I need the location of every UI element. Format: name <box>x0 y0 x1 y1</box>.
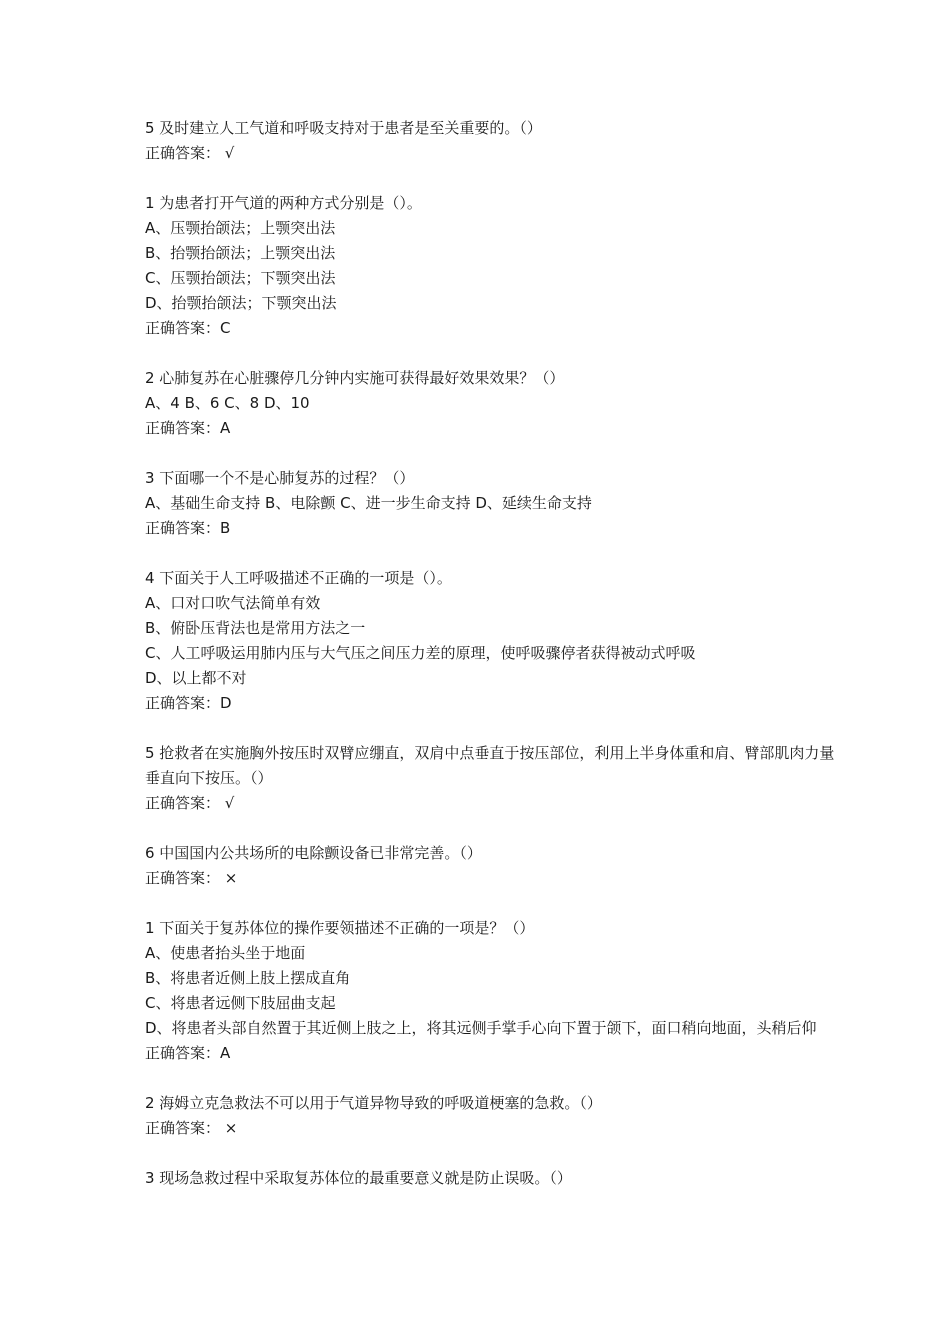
correct-answer: 正确答案：A <box>145 1044 231 1062</box>
question-block <box>145 841 835 891</box>
question-stem: 2 海姆立克急救法不可以用于气道异物导致的呼吸道梗塞的急救。（） <box>145 1094 602 1112</box>
answer-option: D、以上都不对 <box>145 669 247 687</box>
question-block <box>145 916 835 1066</box>
question-block <box>145 1166 835 1191</box>
document-body <box>145 116 835 1216</box>
answer-option: A、口对口吹气法简单有效 <box>145 594 321 612</box>
question-block <box>145 116 835 166</box>
answer-option: A、压颚抬颌法；上颚突出法 <box>145 219 336 237</box>
question-stem: 3 现场急救过程中采取复苏体位的最重要意义就是防止误吸。（） <box>145 1169 572 1187</box>
question-block <box>145 366 835 441</box>
question-stem: 2 心肺复苏在心脏骤停几分钟内实施可获得最好效果效果？（） <box>145 369 565 387</box>
correct-answer: 正确答案： × <box>145 1119 238 1137</box>
answer-option: B、抬颚抬颌法；上颚突出法 <box>145 244 336 262</box>
answer-option: D、将患者头部自然置于其近侧上肢之上，将其远侧手掌手心向下置于颌下，面口稍向地面，头稍后仰 <box>145 1019 817 1037</box>
question-block <box>145 1091 835 1141</box>
question-stem: 3 下面哪一个不是心肺复苏的过程？（） <box>145 469 415 487</box>
answer-option: C、人工呼吸运用肺内压与大气压之间压力差的原理，使呼吸骤停者获得被动式呼吸 <box>145 644 696 662</box>
question-stem: 5 及时建立人工气道和呼吸支持对于患者是至关重要的。（） <box>145 119 542 137</box>
correct-answer: 正确答案： × <box>145 869 238 887</box>
answer-option: A、使患者抬头坐于地面 <box>145 944 306 962</box>
question-block <box>145 741 835 816</box>
answer-option: C、将患者远侧下肢屈曲支起 <box>145 994 336 1012</box>
correct-answer: 正确答案： √ <box>145 144 235 162</box>
answer-option: B、将患者近侧上肢上摆成直角 <box>145 969 351 987</box>
question-stem: 5 抢救者在实施胸外按压时双臂应绷直，双肩中点垂直于按压部位，利用上半身体重和肩、臂部肌肉力量垂直向下按压。（） <box>145 744 835 787</box>
correct-answer: 正确答案：C <box>145 319 231 337</box>
answer-option: C、压颚抬颌法；下颚突出法 <box>145 269 336 287</box>
question-block <box>145 191 835 341</box>
question-stem: 1 下面关于复苏体位的操作要领描述不正确的一项是？（） <box>145 919 535 937</box>
answer-option: D、抬颚抬颌法；下颚突出法 <box>145 294 337 312</box>
correct-answer: 正确答案：D <box>145 694 232 712</box>
answer-option: A、基础生命支持 B、电除颤 C、进一步生命支持 D、延续生命支持 <box>145 494 592 512</box>
correct-answer: 正确答案：B <box>145 519 231 537</box>
correct-answer: 正确答案：A <box>145 419 231 437</box>
question-stem: 1 为患者打开气道的两种方式分别是（）。 <box>145 194 422 212</box>
answer-option: B、俯卧压背法也是常用方法之一 <box>145 619 366 637</box>
question-block <box>145 466 835 541</box>
answer-option: A、4 B、6 C、8 D、10 <box>145 394 310 412</box>
question-block <box>145 566 835 716</box>
question-stem: 6 中国国内公共场所的电除颤设备已非常完善。（） <box>145 844 482 862</box>
correct-answer: 正确答案： √ <box>145 794 235 812</box>
question-stem: 4 下面关于人工呼吸描述不正确的一项是（）。 <box>145 569 452 587</box>
